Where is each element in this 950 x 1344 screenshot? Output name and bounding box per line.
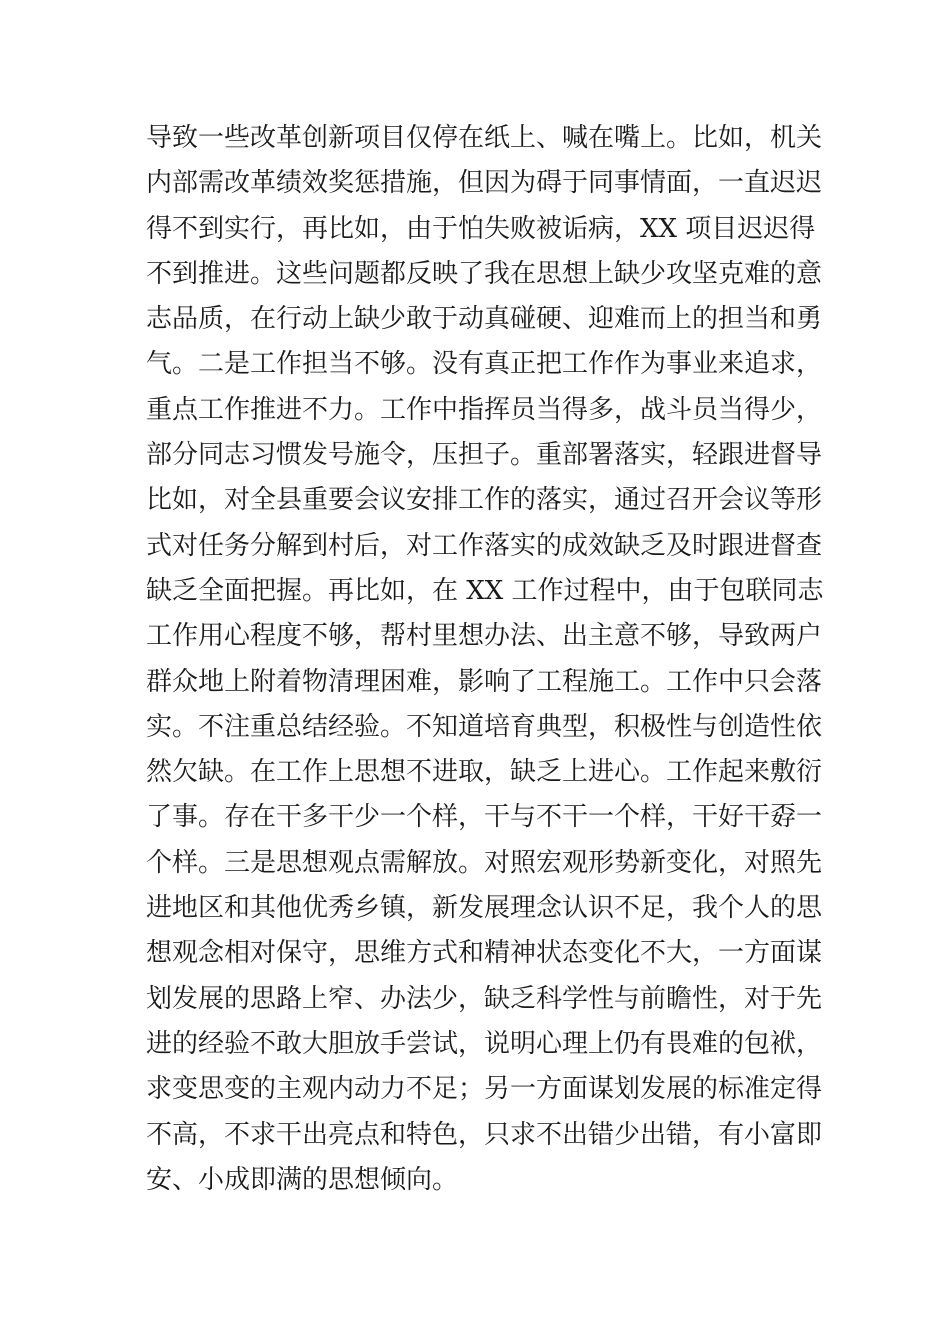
text-line: 部分同志习惯发号施令，压担子。重部署落实，轻跟进督导 (146, 440, 823, 471)
text-line: 群众地上附着物清理困难，影响了工程施工。工作中只会落 (146, 666, 823, 697)
text-line: 气。二是工作担当不够。没有真正把工作作为事业来追求， (146, 349, 823, 380)
body-paragraph (146, 116, 826, 1203)
text-line: 得不到实行，再比如，由于怕失败被诟病，XX 项目迟迟得 (146, 213, 816, 244)
text-line: 志品质，在行动上缺少敢于动真碰硬、迎难而上的担当和勇 (146, 304, 823, 335)
text-line: 求变思变的主观内动力不足；另一方面谋划发展的标准定得 (146, 1074, 823, 1105)
text-line: 不到推进。这些问题都反映了我在思想上缺少攻坚克难的意 (146, 258, 823, 289)
text-line: 比如，对全县重要会议安排工作的落实，通过召开会议等形 (146, 485, 823, 516)
text-line: 划发展的思路上窄、办法少，缺乏科学性与前瞻性，对于先 (146, 983, 823, 1014)
text-line: 导致一些改革创新项目仅停在纸上、喊在嘴上。比如，机关 (146, 123, 823, 153)
text-line: 进的经验不敢大胆放手尝试，说明心理上仍有畏难的包袱， (146, 1028, 823, 1059)
text-line: 不高，不求干出亮点和特色，只求不出错少出错，有小富即 (146, 1119, 823, 1150)
text-line: 进地区和其他优秀乡镇，新发展理念认识不足，我个人的思 (146, 893, 823, 924)
text-line: 了事。存在干多干少一个样，干与不干一个样，干好干孬一 (146, 802, 823, 833)
text-line: 然欠缺。在工作上思想不进取，缺乏上进心。工作起来敷衍 (146, 757, 823, 788)
text-line: 式对任务分解到村后，对工作落实的成效缺乏及时跟进督查 (146, 530, 823, 561)
text-line: 工作用心程度不够，帮村里想办法、出主意不够，导致两户 (146, 621, 823, 652)
text-line: 想观念相对保守，思维方式和精神状态变化不大，一方面谋 (146, 938, 823, 969)
text-line: 缺乏全面把握。再比如，在 XX 工作过程中，由于包联同志 (146, 575, 824, 606)
text-line: 内部需改革绩效奖惩措施，但因为碍于同事情面，一直迟迟 (146, 168, 823, 199)
text-line: 实。不注重总结经验。不知道培育典型，积极性与创造性依 (146, 711, 823, 742)
text-line: 重点工作推进不力。工作中指挥员当得多，战斗员当得少， (146, 394, 823, 425)
text-line: 个样。三是思想观点需解放。对照宏观形势新变化，对照先 (146, 847, 823, 878)
text-line: 安、小成即满的思想倾向。 (146, 1164, 459, 1195)
